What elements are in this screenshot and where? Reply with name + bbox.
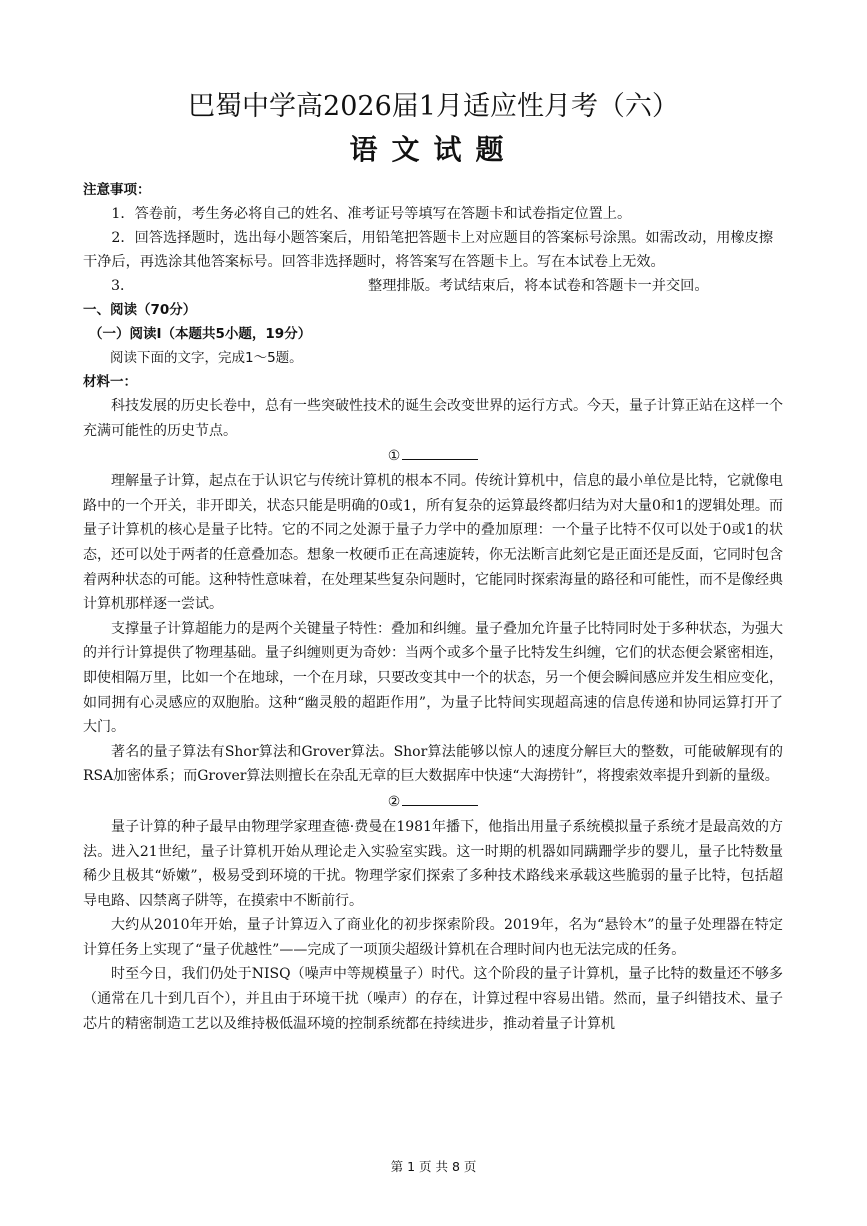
paragraph-7: 时至今日，我们仍处于NISQ（噪声中等规模量子）时代。这个阶段的量子计算机，量子比特的数量还不够多（通常在几十到几百个），并且由于环境干扰（噪声）的存在，计算过程中容易出错。然而，量子纠错技术、量子芯片的精密制造工艺以及维持极低温环境的控制系统都在持续进步，推动着量子计算机 <box>83 966 783 1032</box>
notice-item-2: 2．回答选择题时，选出每小题答案后，用铅笔把答题卡上对应题目的答案标号涂黑。如需改动，用橡皮擦干净后，再选涂其他答案标号。回答非选择题时，将答案写在答题卡上。写在本试卷上无效。 <box>83 230 774 270</box>
subsection-heading: （一）阅读Ⅰ（本题共5小题，19分） <box>89 326 312 342</box>
notice-item-3-text: 整理排版。考试结束后，将本试卷和答题卡一并交回。 <box>368 278 709 294</box>
page-footer: 第 1 页 共 8 页 <box>390 1159 477 1174</box>
heading-blank-1 <box>83 443 783 469</box>
paragraph-6: 大约从2010年开始，量子计算迈入了商业化的初步探索阶段。2019年，名为“悬铃木”的量子处理器在特定计算任务上实现了“量子优越性”——完成了一项顶尖超级计算机在合理时间内也无法完成的任务。 <box>83 917 783 958</box>
blank-marker-1: ① <box>387 448 401 465</box>
paragraph-5: 量子计算的种子最早由物理学家理查德·费曼在1981年播下，他指出用量子系统模拟量子系统才是最高效的方法。进入21世纪，量子计算机开始从理论走入实验室实践。这一时期的机器如同蹒跚学步的婴儿，量子比特数量稀少且极其“娇嫩”，极易受到环境的干扰。物理学家们探索了多种技术路线来承载这些脆弱的量子比特，包括超导电路、囚禁离子阱等，在摸索中不断前行。 <box>83 818 783 909</box>
paragraph-2: 理解量子计算，起点在于认识它与传统计算机的根本不同。传统计算机中，信息的最小单位是比特，它就像电路中的一个开关，非开即关，状态只能是明确的0或1，所有复杂的运算最终都归结为对大量0和1的逻辑处理。而量子计算机的核心是量子比特。它的不同之处源于量子力学中的叠加原理：一个量子比特不仅可以处于0或1的状态，还可以处于两者的任意叠加态。想象一枚硬币正在高速旋转，你无法断言此刻它是正面还是反面，它同时包含着两种状态的可能。这种特性意味着，在处理某些复杂问题时，它能同时探索海量的路径和可能性，而不是像经典计算机那样逐一尝试。 <box>83 473 783 613</box>
blank-underline-2 <box>402 791 478 806</box>
notice-label: 注意事项： <box>83 182 151 198</box>
blank-underline-1 <box>402 445 478 460</box>
reading-instruction: 阅读下面的文字，完成1～5题。 <box>110 350 303 366</box>
section-heading: 一、阅读（70分） <box>83 302 197 318</box>
notice-item-1: 1．答卷前，考生务必将自己的姓名、准考证号等填写在答题卡和试卷指定位置上。 <box>111 206 632 222</box>
paragraph-4: 著名的量子算法有Shor算法和Grover算法。Shor算法能够以惊人的速度分解巨大的整数，可能破解现有的RSA加密体系；而Grover算法则擅长在杂乱无章的巨大数据库中快速“大海捞针”，将搜索效率提升到新的量级。 <box>83 743 783 785</box>
page-content <box>83 178 783 1036</box>
notice-item-3-number: 3． <box>111 278 135 294</box>
heading-blank-2 <box>83 789 783 815</box>
exam-title: 巴蜀中学高2026届1月适应性月考（六） <box>188 91 679 122</box>
material-label: 材料一： <box>83 374 137 390</box>
notice-item-3 <box>83 274 783 298</box>
paragraph-1: 科技发展的历史长卷中，总有一些突破性技术的诞生会改变世界的运行方式。今天，量子计算正站在这样一个充满可能性的历史节点。 <box>83 398 783 439</box>
exam-subtitle: 语文试题 <box>349 133 518 166</box>
paragraph-3: 支撑量子计算超能力的是两个关键量子特性：叠加和纠缠。量子叠加允许量子比特同时处于多种状态，为强大的并行计算提供了物理基础。量子纠缠则更为奇妙：当两个或多个量子比特发生纠缠，它们的状态便会紧密相连，即使相隔万里，比如一个在地球，一个在月球，只要改变其中一个的状态，另一个便会瞬间感应并发生相应变化，如同拥有心灵感应的双胞胎。这种“幽灵般的超距作用”，为量子比特间实现超高速的信息传递和协同运算打开了大门。 <box>83 620 783 736</box>
blank-marker-2: ② <box>387 793 401 810</box>
